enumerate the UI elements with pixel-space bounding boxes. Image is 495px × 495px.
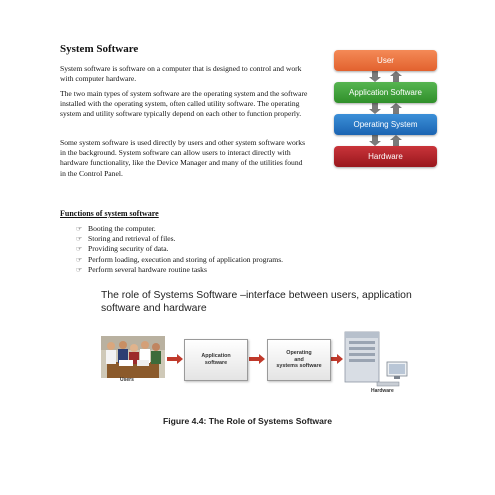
hardware-label: Hardware: [371, 388, 394, 394]
figure-heading: The role of Systems Software –interface between users, application software and hardware: [101, 290, 412, 314]
pointing-hand-icon: ☞: [76, 265, 83, 274]
figure-caption: Figure 4.4: The Role of Systems Software: [162, 416, 333, 426]
pointing-hand-icon: ☞: [76, 225, 83, 233]
person-icon: [140, 341, 150, 363]
layer-user: User: [334, 50, 437, 71]
application-software-box: Application software: [184, 339, 248, 381]
list-item: ☞ Perform loading, execution and storing of application programs.: [76, 254, 284, 264]
list-item: ☞ Storing and retrieval of files.: [76, 234, 176, 244]
person-icon: [118, 341, 128, 363]
right-arrow-icon: [249, 354, 265, 364]
pointing-hand-icon: ☞: [76, 245, 83, 254]
pointing-hand-icon: ☞: [76, 235, 83, 244]
users-photo: [101, 336, 165, 378]
operating-systems-software-box: Operating and systems software: [267, 339, 331, 381]
list-item: ☞ Providing security of data.: [76, 244, 169, 254]
section-title: System Software: [60, 43, 139, 55]
paragraph-types: The two main types of system software are the operating system and the software installed with the operating system, often called utility software. The operating system and utility software typically depend on each other to function properly.: [60, 89, 308, 119]
pointing-hand-icon: ☞: [76, 255, 83, 264]
down-arrow-icon: [369, 103, 381, 114]
functions-list: [76, 224, 283, 275]
up-arrow-icon: [390, 103, 402, 114]
server-tower-icon: [345, 332, 379, 382]
functions-heading: Functions of system software: [60, 209, 159, 218]
list-item: ☞ Perform several hardware routine tasks: [76, 264, 207, 274]
layer-application-software: Application Software: [334, 82, 437, 103]
down-arrow-icon: [369, 135, 381, 146]
layer-hardware: Hardware: [334, 146, 437, 167]
paragraph-definition: System software is software on a computer that is designed to control and work with computer hardware.: [60, 64, 302, 84]
right-arrow-icon: [167, 354, 183, 364]
up-arrow-icon: [390, 71, 402, 82]
down-arrow-icon: [369, 71, 381, 82]
list-item: ☞ Booting the computer.: [76, 224, 156, 233]
hardware-illustration: [343, 328, 413, 388]
person-icon: [151, 343, 161, 364]
right-arrow-icon: [331, 354, 343, 364]
users-label: Users: [120, 377, 134, 383]
up-arrow-icon: [390, 135, 402, 146]
paragraph-usage: Some system software is used directly by users and other system software works in the background. System software can allow users to interact directly with hardware functionality, like the Device Manager and many of the utilities found in the Control Panel.: [60, 138, 306, 178]
person-icon: [106, 342, 116, 364]
monitor-icon: [387, 362, 407, 379]
keyboard-icon: [377, 382, 399, 386]
layer-operating-system: Operating System: [334, 114, 437, 135]
